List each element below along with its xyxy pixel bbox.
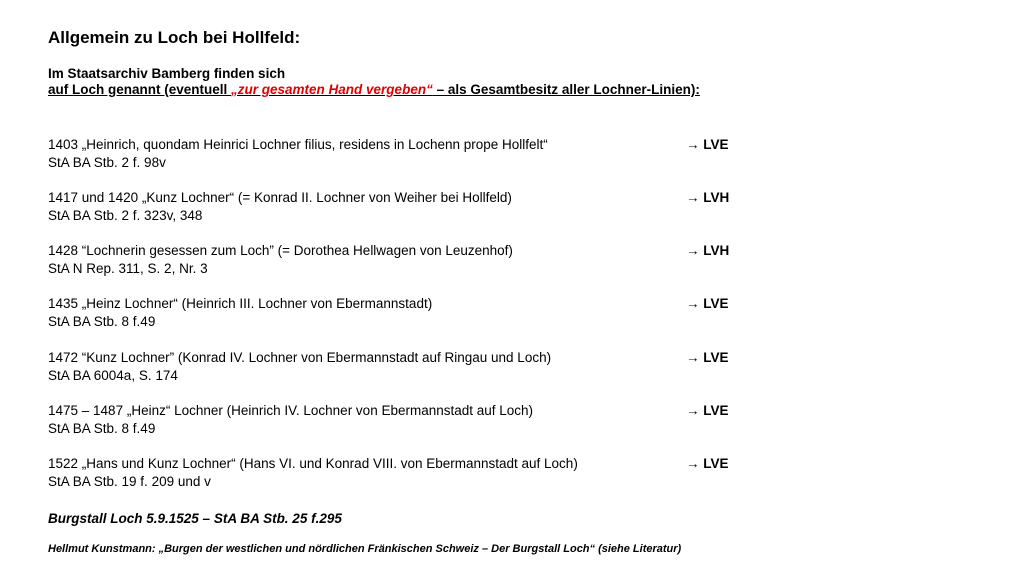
entry-lineage-tag — [686, 242, 729, 260]
entry-reference: StA BA Stb. 19 f. 209 und v — [48, 474, 211, 489]
arrow-right-icon: → — [686, 456, 700, 471]
entry-lineage-tag — [686, 455, 729, 473]
entry-description: 1428 “Lochnerin gesessen zum Loch” (= Dorothea Hellwagen von Leuzenhof) — [48, 243, 513, 258]
intro-text — [48, 66, 700, 98]
entry-1435 — [48, 295, 768, 331]
entry-description: 1403 „Heinrich, quondam Heinrici Lochner filius, residens in Lochenn prope Hollfelt“ — [48, 137, 548, 152]
entry-1428 — [48, 242, 768, 278]
entry-reference: StA BA Stb. 8 f.49 — [48, 421, 156, 436]
entry-1403 — [48, 136, 768, 172]
entry-lineage-tag — [686, 349, 729, 367]
entry-reference: StA BA Stb. 2 f. 323v, 348 — [48, 208, 203, 223]
burgstall-note: Burgstall Loch 5.9.1525 – StA BA Stb. 25 f.295 — [48, 511, 342, 526]
arrow-right-icon: → — [686, 137, 700, 152]
entry-1472 — [48, 349, 768, 385]
intro-line-2 — [48, 82, 700, 98]
page-title: Allgemein zu Loch bei Hollfeld: — [48, 28, 301, 47]
entry-lineage-tag — [686, 402, 729, 420]
entry-description: 1417 und 1420 „Kunz Lochner“ (= Konrad II. Lochner von Weiher bei Hollfeld) — [48, 190, 512, 205]
intro-line-2-end: – als Gesamtbesitz aller Lochner-Linien): — [432, 82, 700, 97]
entry-reference: StA BA Stb. 2 f. 98v — [48, 155, 166, 170]
entry-description: 1435 „Heinz Lochner“ (Heinrich III. Lochner von Ebermannstadt) — [48, 296, 433, 311]
lineage-code: LVE — [703, 137, 729, 152]
entry-reference: StA N Rep. 311, S. 2, Nr. 3 — [48, 261, 208, 276]
entry-1475 — [48, 402, 768, 438]
lineage-code: LVE — [703, 456, 729, 471]
intro-highlight: „zur gesamten Hand vergeben“ — [231, 82, 433, 97]
intro-line-1: Im Staatsarchiv Bamberg finden sich — [48, 66, 286, 81]
lineage-code: LVE — [703, 296, 729, 311]
arrow-right-icon: → — [686, 243, 700, 258]
intro-line-2-start: auf Loch genannt (eventuell — [48, 82, 232, 97]
literature-footnote: Hellmut Kunstmann: „Burgen der westlichen und nördlichen Fränkischen Schweiz – Der Burgstall Loch“ (siehe Literatur) — [48, 543, 682, 555]
entry-description: 1472 “Kunz Lochner” (Konrad IV. Lochner von Ebermannstadt auf Ringau und Loch) — [48, 350, 552, 365]
entry-lineage-tag — [686, 295, 729, 313]
arrow-right-icon: → — [686, 190, 700, 205]
entry-1522 — [48, 455, 768, 491]
lineage-code: LVE — [703, 403, 729, 418]
entry-lineage-tag — [686, 189, 729, 207]
lineage-code: LVE — [703, 350, 729, 365]
lineage-code: LVH — [703, 243, 730, 258]
entry-reference: StA BA Stb. 8 f.49 — [48, 314, 156, 329]
arrow-right-icon: → — [686, 296, 700, 311]
entry-description: 1475 – 1487 „Heinz“ Lochner (Heinrich IV. Lochner von Ebermannstadt auf Loch) — [48, 403, 534, 418]
arrow-right-icon: → — [686, 350, 700, 365]
entry-description: 1522 „Hans und Kunz Lochner“ (Hans VI. und Konrad VIII. von Ebermannstadt auf Loch) — [48, 456, 578, 471]
entry-lineage-tag — [686, 136, 729, 154]
entry-1417 — [48, 189, 768, 225]
entry-reference: StA BA 6004a, S. 174 — [48, 368, 178, 383]
lineage-code: LVH — [703, 190, 730, 205]
arrow-right-icon: → — [686, 403, 700, 418]
